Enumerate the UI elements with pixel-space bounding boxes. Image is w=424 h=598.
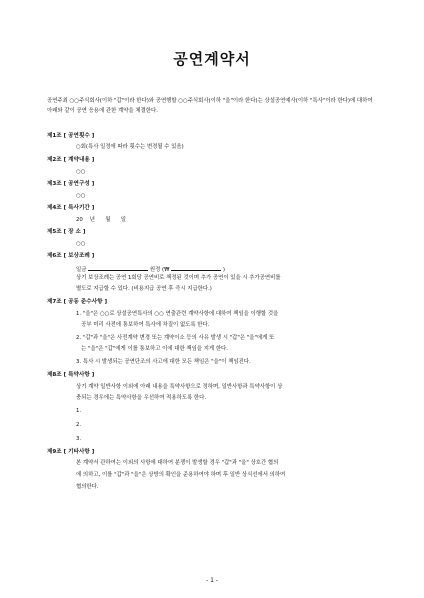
article-8-item-2: 2.: [76, 422, 82, 428]
article-9-line-1: 본 계약서 관하여는 이외의 사항에 대하여 분쟁이 발생할 경우 "갑"과 "을" 상호간 협의: [76, 460, 279, 466]
article-8-line-1: 상기 계약 일반사항 이외에 아래 내용을 특약사항으로 정하며, 일반사항과 특약사항이 상: [76, 384, 283, 390]
article-6-line-1: 상기 보상조례는 공연 1회당 공연비로 책정된 것이며 추가 공연이 있을 시 추가공연비를: [76, 275, 281, 281]
article-8-item-1: 1.: [76, 408, 82, 414]
intro-paragraph: 공연주최 ○○주식회사(이하 "갑"이라 한다)와 공연행할 ○○주식회사(이하 "을"이라 한다)는 상설공연예사(이하 "특사"이라 한다)에 대하여 아래와 같이 공연 응용에 관한 계약을 체결한다.: [47, 98, 373, 114]
article-9-line-2: 에 의하고, 이를 "갑"과 "을"은 상방의 확인을 준용하여야 하며 후 일반 상식선에서 의하여: [76, 472, 286, 478]
article-5-heading: 제5조 [ 장 소 ]: [47, 229, 86, 235]
article-3-heading: 제3조 [ 공연구성 ]: [47, 181, 95, 187]
article-5-text: ○○: [76, 241, 86, 247]
article-1-heading: 제1조 [ 공연횟수 ]: [47, 133, 95, 139]
article-6-heading: 제6조 [ 보상조례 ]: [47, 253, 95, 259]
article-9-line-3: 협의한다.: [76, 484, 99, 490]
amount-close-paren: ): [222, 267, 225, 273]
page-number: - 1 -: [206, 577, 218, 584]
article-8-heading: 제8조 [ 특약사항 ]: [47, 372, 95, 378]
amount-numeric-blank: [171, 263, 221, 271]
article-2-heading: 제2조 [ 계약내용 ]: [47, 157, 95, 163]
article-6-line-2: 별도로 지급할 수 있다. (비용지급 공연 후 즉시 지급한다.): [76, 286, 212, 292]
article-7-item-3: 3. 특사 시 발생되는 공연단조의 사고에 대한 모든 책임은 "을"이 책임진다.: [76, 359, 251, 365]
article-7-item-1b: 공부 미리 사전에 통보하여 특사에 차질이 없도록 한다.: [76, 322, 210, 328]
article-8-line-2: 충되는 경우에는 특약사항을 우선하여 적용하도록 한다.: [76, 395, 207, 401]
article-2-text: ○○: [76, 169, 86, 175]
article-7-item-2a: 2. "갑"과 "을"은 사전계약 변경 또는 계약이소 등의 사유 발생 시 "갑"은 "을"에게 또: [76, 335, 275, 341]
amount-label: 일금: [76, 267, 87, 273]
article-8-item-3: 3.: [76, 436, 82, 442]
article-4-date: 20 년 월 일: [76, 217, 126, 223]
article-3-text: ○○: [76, 193, 86, 199]
article-1-text: ○회(특사 일정에 따라 횟수는 변경될 수 있음): [76, 144, 184, 150]
amount-korean-blank: [88, 263, 148, 271]
article-4-heading: 제4조 [ 특사기간 ]: [47, 205, 95, 211]
article-7-item-1a: 1. "을"은 ○○로 상설공연특사의 ○○ 연출관련 계약사항에 대하여 책임을 이행할 것을: [76, 311, 279, 317]
article-6-amount-row: [76, 263, 225, 274]
article-7-heading: 제7조 [ 공동 준수사항 ]: [47, 299, 108, 305]
amount-won-label: 원정 (₩: [149, 267, 170, 273]
article-9-heading: 제9조 [ 기타사항 ]: [47, 449, 95, 455]
article-7-item-2b: 는 "을"은 "갑"에게 이를 통보하고 이에 대한 책임을 지게 한다.: [76, 346, 228, 352]
document-title: 공연계약서: [173, 50, 251, 68]
